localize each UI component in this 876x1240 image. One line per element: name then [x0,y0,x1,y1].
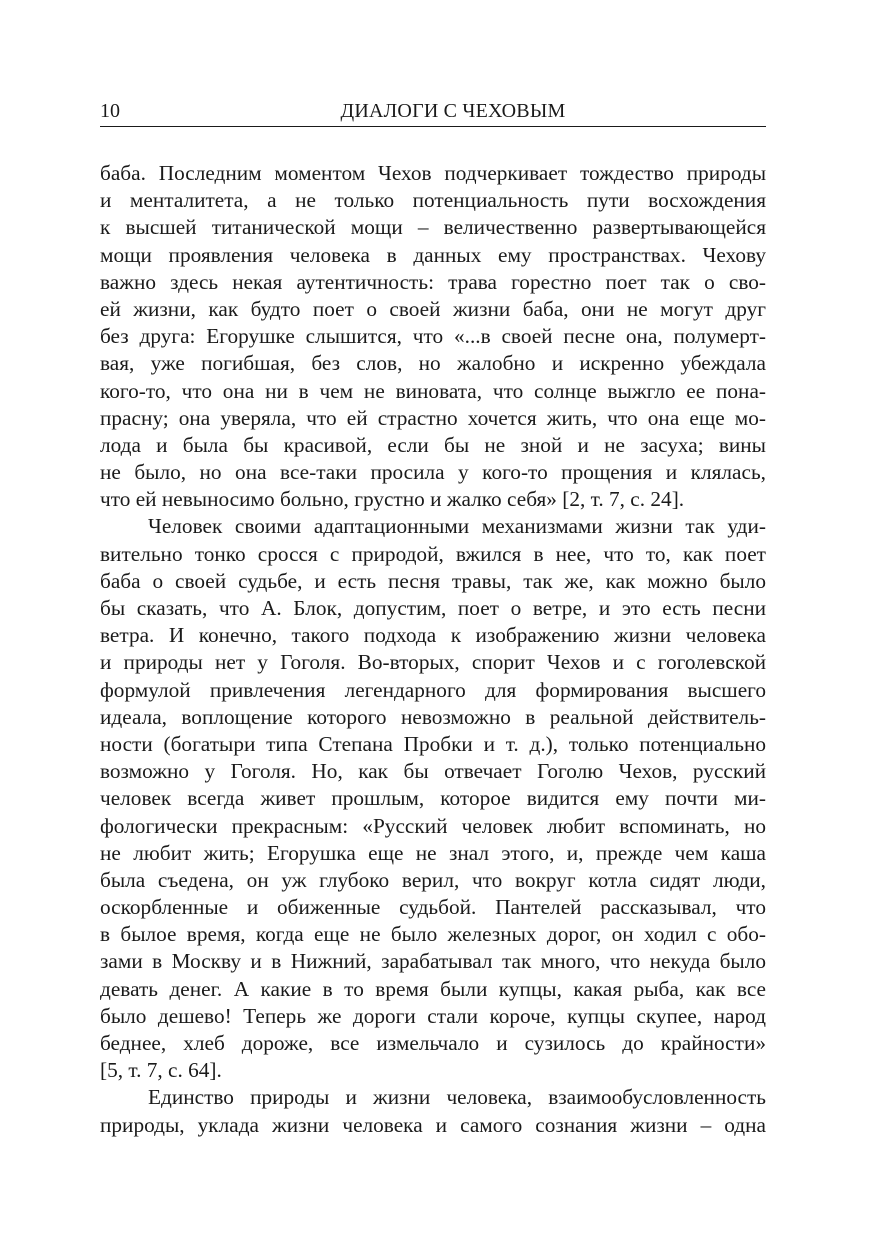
paragraph [100,160,766,513]
text-line: идеала, воплощение которого невозможно в реальной действитель- [100,704,766,729]
text-line: в былое время, когда еще не было железных дорог, он ходил с обо- [100,922,766,947]
text-line: было дешево! Теперь же дороги стали короче, купцы скупее, народ [100,1003,766,1028]
text-line: оскорбленные и обиженные судьбой. Пантелей рассказывал, что [100,895,766,920]
text-line: девать денег. А какие в то время были купцы, какая рыба, как все [100,976,766,1001]
text-line: баба о своей судьбе, и есть песня травы, так же, как можно было [100,568,766,593]
paragraph [100,1084,766,1138]
text-line: зами в Москву и в Нижний, зарабатывал так много, что некуда было [100,949,766,974]
text-line: и менталитета, а не только потенциальность пути восхождения [100,188,766,213]
text-line: беднее, хлеб дороже, все измельчало и сузилось до крайности» [100,1031,766,1055]
text-line: природы, уклада жизни человека и самого сознания жизни – одна [100,1112,766,1137]
book-page [100,0,766,1240]
text-line: и природы нет у Гоголя. Во-вторых, спорит Чехов и с гоголевской [100,650,766,675]
text-line: не было, но она все-таки просила у кого-то прощения и клялась, [100,460,766,485]
text-line: Единство природы и жизни человека, взаимообусловленность [148,1085,766,1110]
text-line: без друга: Егорушке слышится, что «...в своей песне она, полумерт- [100,324,766,349]
text-line: ветра. И конечно, такого подхода к изображению жизни человека [100,623,766,648]
text-line: что ей невыносимо больно, грустно и жалко себя» [2, т. 7, с. 24]. [100,487,685,512]
page-number: 10 [100,100,120,122]
text-line: Человек своими адаптационными механизмами жизни так уди- [148,514,766,539]
running-head [100,98,766,127]
text-line: прасну; она уверяла, что ей страстно хочется жить, что она еще мо- [100,405,766,430]
text-line: бы сказать, что А. Блок, допустим, поет о ветре, и это есть песни [100,596,766,620]
body-text [100,160,766,1139]
text-line: важно здесь некая аутентичность: трава горестно поет так о сво- [100,269,766,294]
text-line: баба. Последним моментом Чехов подчеркивает тождество природы [100,161,766,185]
text-line: лода и была бы красивой, если бы не зной и не засуха; вины [100,432,766,457]
text-line: формулой привлечения легендарного для формирования высшего [100,677,766,702]
text-line: была съедена, он уж глубоко верил, что вокруг котла сидят люди, [100,867,766,892]
text-line: фологически прекрасным: «Русский человек любит вспоминать, но [100,813,766,838]
text-line: возможно у Гоголя. Но, как бы отвечает Гоголю Чехов, русский [100,759,766,784]
text-line: ей жизни, как будто поет о своей жизни баба, они не могут друг [100,296,766,321]
text-line: не любит жить; Егорушка еще не знал этого, и, прежде чем каша [100,840,766,865]
text-line: кого-то, что она ни в чем не виновата, что солнце выжгло ее пона- [100,378,766,403]
paragraph [100,513,766,1084]
text-line: к высшей титанической мощи – величественно развертывающейся [100,215,766,240]
text-line: вительно тонко сросся с природой, вжился в нее, что то, как поет [100,541,766,566]
text-line: мощи проявления человека в данных ему пространствах. Чехову [100,242,766,267]
text-line: ности (богатыри типа Степана Пробки и т. д.), только потенциально [100,731,766,756]
text-line: [5, т. 7, с. 64]. [100,1058,222,1083]
text-line: человек всегда живет прошлым, которое видится ему почти ми- [100,786,766,811]
running-title: ДИАЛОГИ С ЧЕХОВЫМ [340,100,566,122]
text-line: вая, уже погибшая, без слов, но жалобно и искренно убеждала [100,351,766,376]
